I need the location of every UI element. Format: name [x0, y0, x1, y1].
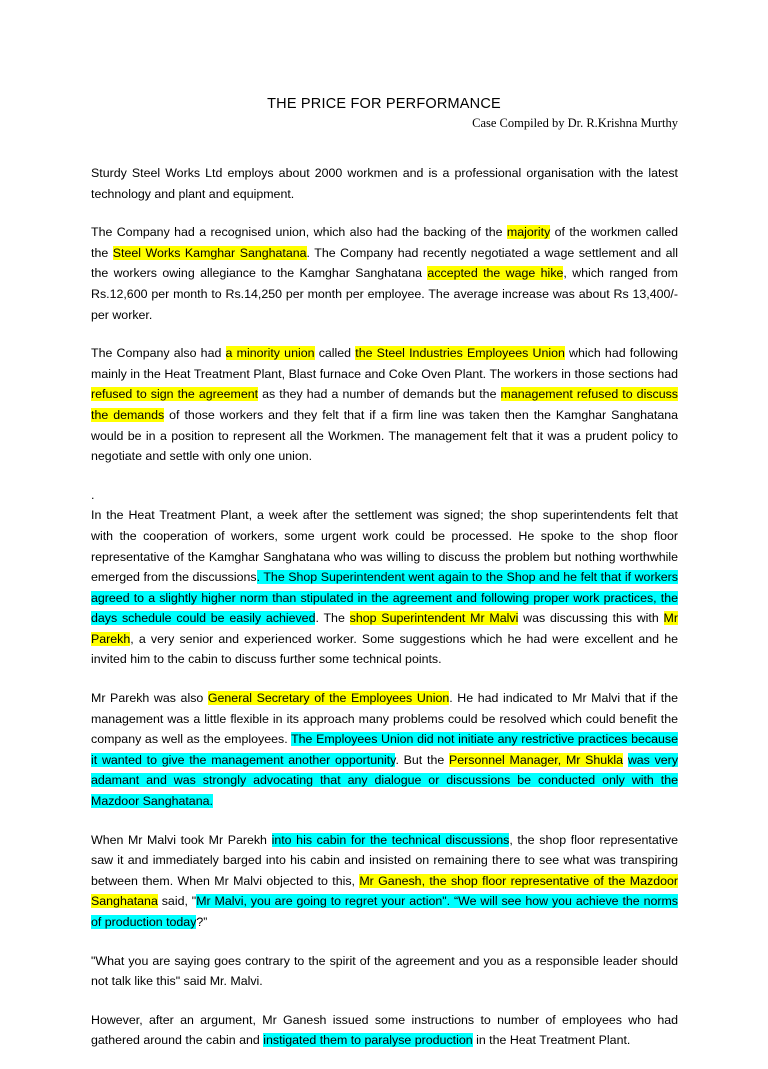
- text-run: called: [314, 346, 356, 361]
- text-run: In the Heat Treatment Plant, a week after the settlement was signed; the shop superintendents felt that with the cooperation of workers, some urgent work could be processed. He spoke to the shop floor representative of the Kamghar Sanghatana who was willing to discuss the problem but nothing worthwhile emerged from the discussions: [91, 508, 678, 585]
- highlighted-text: accepted the wage hike: [427, 266, 564, 281]
- highlighted-text: a minority union: [225, 346, 315, 361]
- highlighted-text: Personnel Manager, Mr Shukla: [448, 752, 624, 767]
- highlighted-text: into his cabin for the technical discussions: [271, 832, 510, 847]
- paragraph: [91, 222, 678, 325]
- text-run: . The: [315, 611, 350, 626]
- text-run: When Mr Malvi took Mr Parekh: [91, 832, 272, 847]
- text-run: .: [91, 487, 95, 502]
- text-run: . The Company had recently negotiated a wage settlement and all the workers owing allegiance to the Kamghar Sanghatana: [91, 245, 679, 281]
- text-run: which had following mainly in the Heat Treatment Plant, Blast furnace and Coke Oven Plant. The workers in those sections had: [91, 346, 679, 381]
- document-body: [91, 163, 678, 1069]
- highlighted-text: The Employees Union did not initiate any restrictive practices because it wanted to give the management another opportunity: [91, 732, 678, 767]
- highlighted-text: General Secretary of the Employees Union: [207, 691, 450, 706]
- text-run: "What you are saying goes contrary to the spirit of the agreement and you as a responsible leader should not talk like this" said Mr. Malvi.: [91, 953, 678, 989]
- text-run: of the workmen called the: [91, 225, 678, 260]
- highlighted-text: Mr Ganesh, the shop floor representative of the Mazdoor Sanghatana: [91, 873, 679, 909]
- paragraph: [91, 505, 678, 670]
- highlighted-text: instigated them to paralyse production: [263, 1033, 473, 1048]
- highlighted-text: the Steel Industries Employees Union: [355, 346, 565, 361]
- paragraph: [91, 830, 678, 933]
- paragraph: [91, 951, 678, 992]
- paragraph: [91, 688, 678, 812]
- highlighted-text: . The Shop Superintendent went again to the Shop and he felt that if workers agreed to a slightly higher norm than stipulated in the agreement and following proper work practices, the days schedule could be easily achieved: [91, 570, 678, 626]
- highlighted-text: Steel Works Kamghar Sanghatana: [112, 245, 307, 260]
- text-run: , which ranged from Rs.12,600 per month to Rs.14,250 per month per employee. The average increase was about Rs 13,400/- per worker.: [91, 266, 679, 322]
- highlighted-text: Mr Malvi, you are going to regret your action". “We will see how you achieve the norms of production today: [91, 894, 678, 929]
- highlighted-text: was very adamant and was strongly advocating that any dialogue or discussions be conducted only with the Mazdoor Sanghatana.: [91, 752, 679, 809]
- text-run: said, ": [157, 894, 197, 909]
- text-run: , the shop floor representative saw it and immediately barged into his cabin and insisted on remaining there to see what was transpiring between them. When Mr Malvi objected to this,: [91, 832, 679, 888]
- highlighted-text: Mr Parekh: [91, 611, 678, 646]
- text-run: The Company had a recognised union, which also had the backing of the: [91, 225, 507, 240]
- document-title: THE PRICE FOR PERFORMANCE: [267, 96, 501, 112]
- highlighted-text: shop Superintendent Mr Malvi: [349, 611, 519, 626]
- paragraph: [91, 163, 678, 204]
- text-run: as they had a number of demands but the: [258, 387, 501, 402]
- text-run: The Company also had: [91, 346, 226, 361]
- paragraph: [91, 1010, 678, 1051]
- text-run: , a very senior and experienced worker. Some suggestions which he had were excellent and he invited him to the cabin to discuss further some technical points.: [91, 631, 678, 667]
- text-run: Mr Parekh was also: [91, 691, 208, 706]
- highlighted-text: refused to sign the agreement: [91, 387, 259, 402]
- text-run: . He had indicated to Mr Malvi that if the management was a little flexible in its approach many problems could be resolved which could benefit the company as well as the employees.: [91, 691, 678, 747]
- highlighted-text: majority: [506, 225, 551, 240]
- text-run: . But the: [395, 752, 449, 767]
- text-run: Sturdy Steel Works Ltd employs about 2000 workmen and is a professional organisation with the latest technology and plant and equipment.: [91, 166, 678, 201]
- text-run: of those workers and they felt that if a firm line was taken then the Kamghar Sanghatana would be in a position to represent all the Workmen. The management felt that it was a prudent policy to negotiate and settle with only one union.: [91, 407, 678, 464]
- text-run: in the Heat Treatment Plant.: [472, 1033, 631, 1048]
- highlighted-text: management refused to discuss the demands: [91, 387, 678, 422]
- paragraph: [91, 485, 678, 506]
- paragraph: [91, 343, 678, 467]
- text-run: ?”: [196, 915, 208, 929]
- text-run: However, after an argument, Mr Ganesh issued some instructions to number of employees who had gathered around the cabin and: [91, 1012, 678, 1048]
- document-byline: Case Compiled by Dr. R.Krishna Murthy: [472, 116, 678, 130]
- text-run: was discussing this with: [518, 611, 664, 626]
